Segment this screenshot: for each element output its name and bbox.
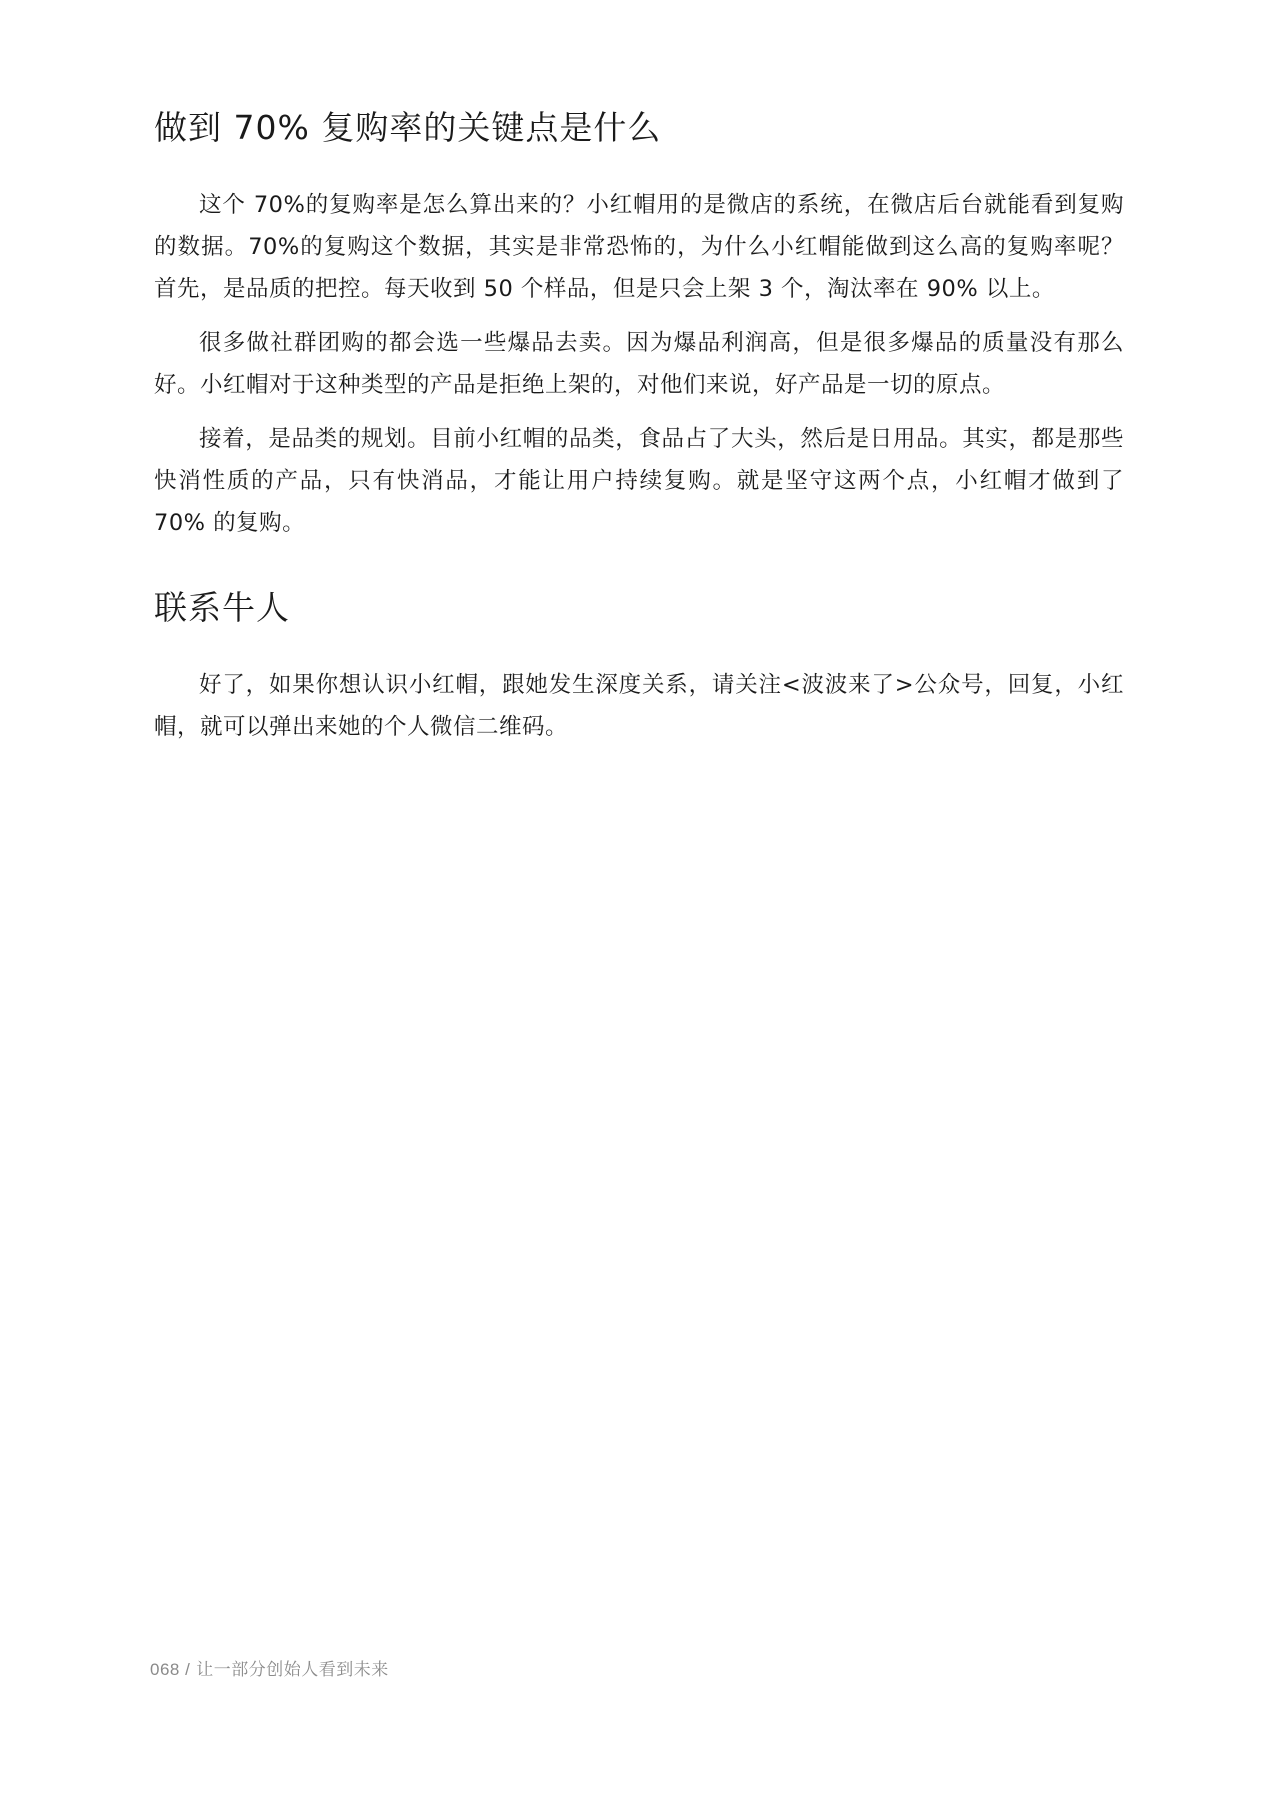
page-footer [150,1655,389,1680]
paragraph: 很多做社群团购的都会选一些爆品去卖。因为爆品利润高，但是很多爆品的质量没有那么好。小红帽对于这种类型的产品是拒绝上架的，对他们来说，好产品是一切的原点。 [154,330,1124,398]
page-number: 068 / [150,1660,191,1679]
paragraph: 这个 70%的复购率是怎么算出来的？小红帽用的是微店的系统，在微店后台就能看到复购的数据。70%的复购这个数据，其实是非常恐怖的，为什么小红帽能做到这么高的复购率呢？首先，是品质的把控。每天收到 50 个样品，但是只会上架 3 个，淘汰率在 90% 以上。 [154,192,1124,302]
section-title-repurchase: 做到 70% 复购率的关键点是什么 [154,108,662,147]
paragraph: 好了，如果你想认识小红帽，跟她发生深度关系，请关注<波波来了>公众号，回复，小红帽，就可以弹出来她的个人微信二维码。 [154,672,1124,740]
page-content [154,100,1124,748]
paragraph: 接着，是品类的规划。目前小红帽的品类，食品占了大头，然后是日用品。其实，都是那些快消性质的产品，只有快消品，才能让用户持续复购。就是坚守这两个点，小红帽才做到了 70% 的复购。 [154,426,1124,536]
footer-slogan: 让一部分创始人看到未来 [196,1660,389,1680]
section-title-contact: 联系牛人 [154,588,290,627]
